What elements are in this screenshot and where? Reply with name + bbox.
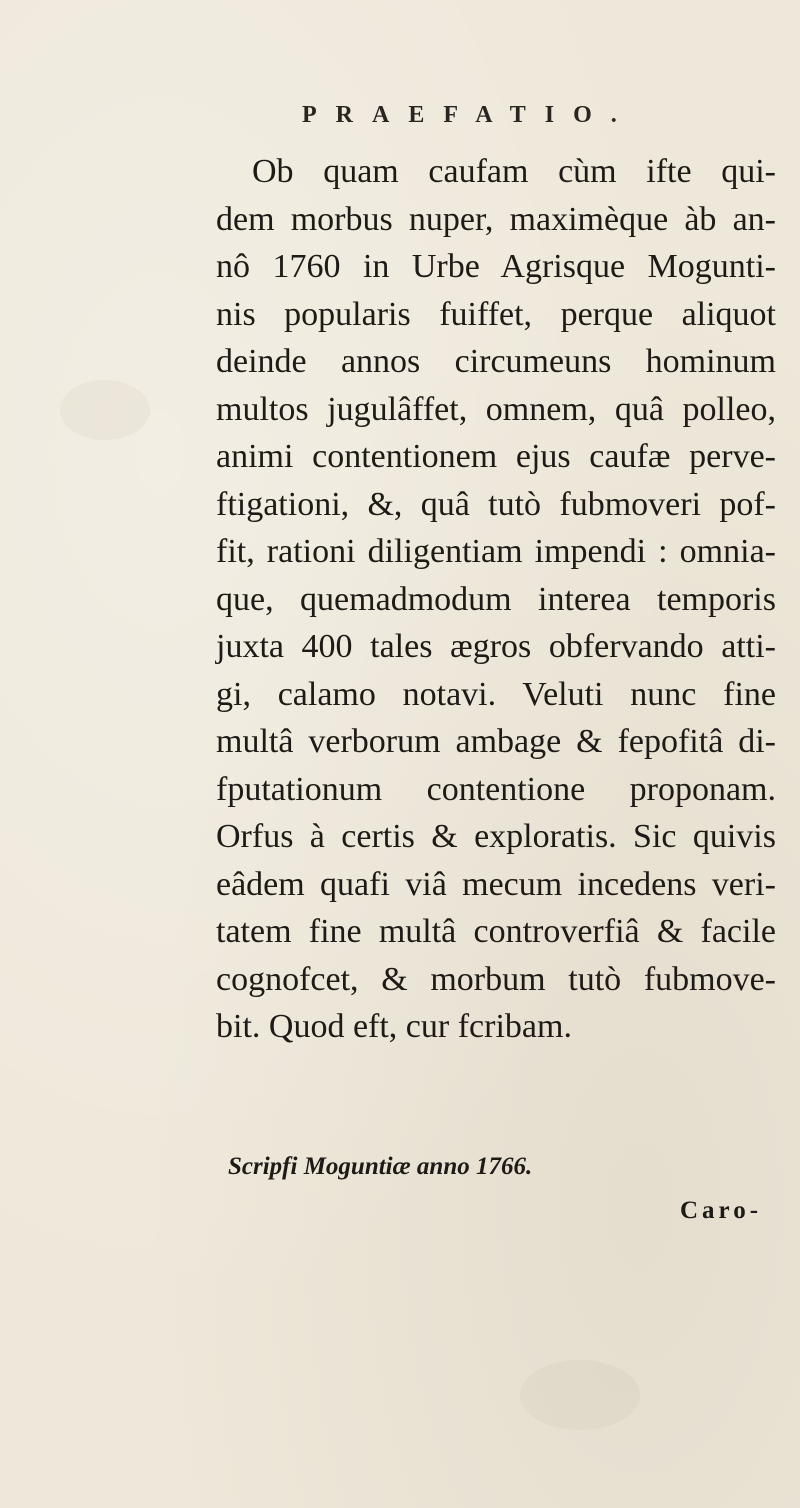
text-line: multos jugulâffet, omnem, quâ polleo,	[216, 390, 776, 428]
text-line: que, quemadmodum interea temporis	[216, 580, 776, 618]
text-line: nis popularis fuiffet, perque aliquot	[216, 295, 776, 333]
text-line: Ob quam caufam cùm ifte qui-	[252, 153, 776, 190]
text-line: Orfus à certis & exploratis. Sic quivis	[216, 818, 776, 855]
text-line: deinde annos circumeuns hominum	[216, 343, 776, 380]
text-line: ftigationi, &, quâ tutò fubmoveri pof-	[216, 485, 776, 523]
text-line: animi contentionem ejus caufæ perve-	[216, 438, 776, 475]
paper-stain	[520, 1360, 640, 1430]
text-line: bit. Quod eft, cur fcribam.	[216, 1008, 572, 1045]
text-line: fit, rationi diligentiam impendi : omnia-	[216, 533, 776, 570]
text-line: eâdem quafi viâ mecum incedens veri-	[216, 865, 776, 903]
paper-stain	[60, 380, 150, 440]
text-line: multâ verborum ambage & fepofitâ di-	[216, 723, 776, 760]
text-line: gi, calamo notavi. Veluti nunc fine	[216, 675, 776, 713]
text-line: nô 1760 in Urbe Agrisque Mogunti-	[216, 248, 776, 285]
text-line: fputationum contentione proponam.	[216, 770, 776, 808]
text-line: tatem fine multâ controverfiâ & facile	[216, 913, 776, 950]
running-head: PRAEFATIO.	[302, 102, 636, 128]
text-line: dem morbus nuper, maximèque àb an-	[216, 200, 776, 238]
text-line: juxta 400 tales ægros obfervando atti-	[216, 628, 776, 665]
signoff: Scripfi Moguntiæ anno 1766.	[228, 1153, 533, 1180]
catchword: Caro-	[680, 1197, 763, 1224]
body-text	[216, 148, 776, 1051]
text-line: cognofcet, & morbum tutò fubmove-	[216, 960, 776, 998]
